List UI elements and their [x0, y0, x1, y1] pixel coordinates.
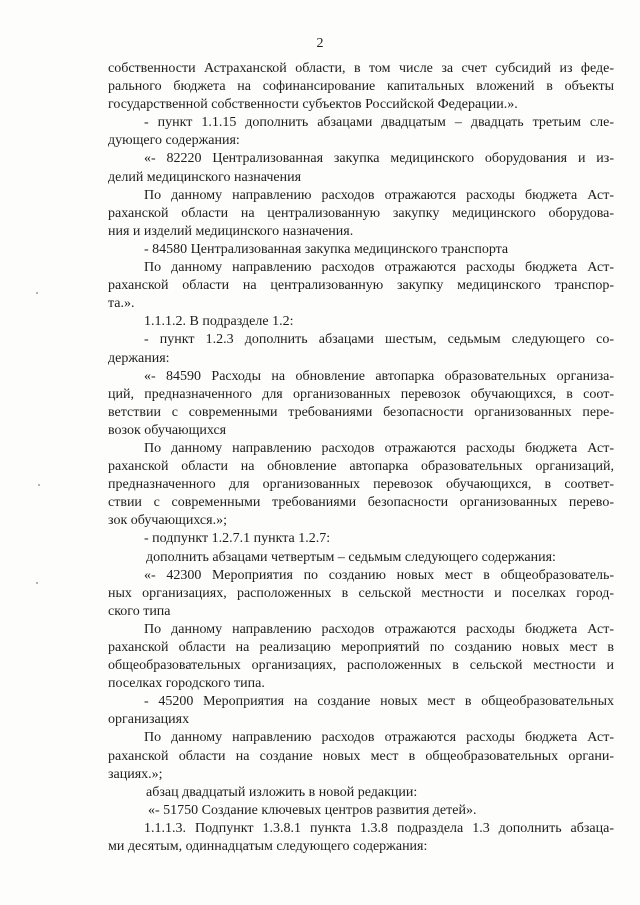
text-line: 1.1.1.3. Подпункт 1.3.8.1 пункта 1.3.8 подраздела 1.3 дополнить абзаца-: [144, 820, 614, 836]
text-line: - подпункт 1.2.7.1 пункта 1.2.7:: [144, 531, 331, 547]
text-line: дополнить абзацами четвертым – седьмым следующего содержания:: [146, 549, 556, 565]
text-line: собственности Астраханской области, в том числе за счет субсидий из феде-: [108, 61, 614, 76]
text-line: 1.1.1.2. В подразделе 1.2:: [144, 314, 294, 330]
text-line: По данному направлению расходов отражаются расходы бюджета Аст-: [144, 260, 614, 276]
text-line: «- 51750 Создание ключевых центров развития детей».: [148, 802, 477, 818]
text-line: - пункт 1.1.15 дополнить абзацами двадцатым – двадцать третьим сле-: [144, 115, 614, 131]
text-line: По данному направлению расходов отражаются расходы бюджета Аст-: [144, 440, 614, 456]
text-line: общеобразовательных организациях, расположенных в сельской местности и: [108, 658, 614, 674]
text-line: - 45200 Мероприятия на создание новых мест в общеобразовательных: [144, 694, 614, 710]
text-line: По данному направлению расходов отражаются расходы бюджета Аст-: [144, 187, 614, 203]
text-line: держания:: [108, 350, 170, 366]
text-line: ми десятым, одиннадцатым следующего содержания:: [108, 839, 428, 855]
text-line: зациях.»;: [108, 766, 163, 782]
scan-speck: [38, 484, 40, 486]
text-line: ветствии с современными требованиями безопасности организованных пере-: [108, 404, 614, 420]
text-line: раханской области на реализацию мероприятий по созданию новых мест в: [108, 640, 614, 655]
scan-speck: [36, 292, 38, 294]
text-line: делий медицинского назначения: [108, 169, 302, 185]
text-line: ций, предназначенного для организованных перевозок обучающихся, в соот-: [108, 386, 614, 402]
text-line: По данному направлению расходов отражаются расходы бюджета Аст-: [144, 730, 614, 746]
text-line: раханской области на централизованную закупку медицинского транспор-: [108, 278, 614, 294]
text-line: - пункт 1.2.3 дополнить абзацами шестым, седьмым следующего со-: [144, 332, 614, 348]
text-line: рального бюджета на софинансирование капитальных вложений в объекты: [108, 79, 614, 95]
text-line: раханской области на обновление автопарка образовательных организаций,: [108, 459, 614, 475]
text-line: ния и изделий медицинского назначения.: [108, 223, 354, 239]
text-line: предназначенного для организованных перевозок обучающихся, в соответ-: [108, 477, 614, 493]
text-line: раханской области на централизованную закупку медицинского оборудова-: [108, 205, 614, 221]
text-line: «- 84590 Расходы на обновление автопарка образовательных организа-: [144, 368, 614, 384]
page-number: 2: [316, 36, 324, 51]
text-line: «- 82220 Централизованная закупка медицинского оборудования и из-: [144, 151, 614, 167]
text-line: государственной собственности субъектов Российской Федерации.».: [108, 97, 518, 113]
text-line: зок обучающихся.»;: [108, 513, 227, 529]
text-line: организациях: [108, 712, 190, 728]
document-body: [108, 60, 614, 856]
text-line: - 84580 Централизованная закупка медицинского транспорта: [144, 241, 509, 257]
text-line: ных организациях, расположенных в сельской местности и поселках город-: [108, 585, 614, 601]
text-line: По данному направлению расходов отражаются расходы бюджета Аст-: [144, 621, 614, 637]
text-line: абзац двадцатый изложить в новой редакции:: [146, 784, 418, 800]
text-line: дующего содержания:: [108, 133, 240, 149]
text-line: ского типа: [108, 603, 171, 619]
text-line: возок обучающихся: [108, 422, 227, 438]
text-line: та.».: [108, 296, 135, 312]
text-line: поселках городского типа.: [108, 676, 265, 692]
scan-speck: [36, 582, 38, 584]
text-line: ствии с современными требованиями безопасности организованных перево-: [108, 495, 614, 511]
text-line: раханской области на создание новых мест в общеобразовательных органи-: [108, 748, 614, 764]
text-line: «- 42300 Мероприятия по созданию новых мест в общеобразователь-: [144, 567, 614, 583]
